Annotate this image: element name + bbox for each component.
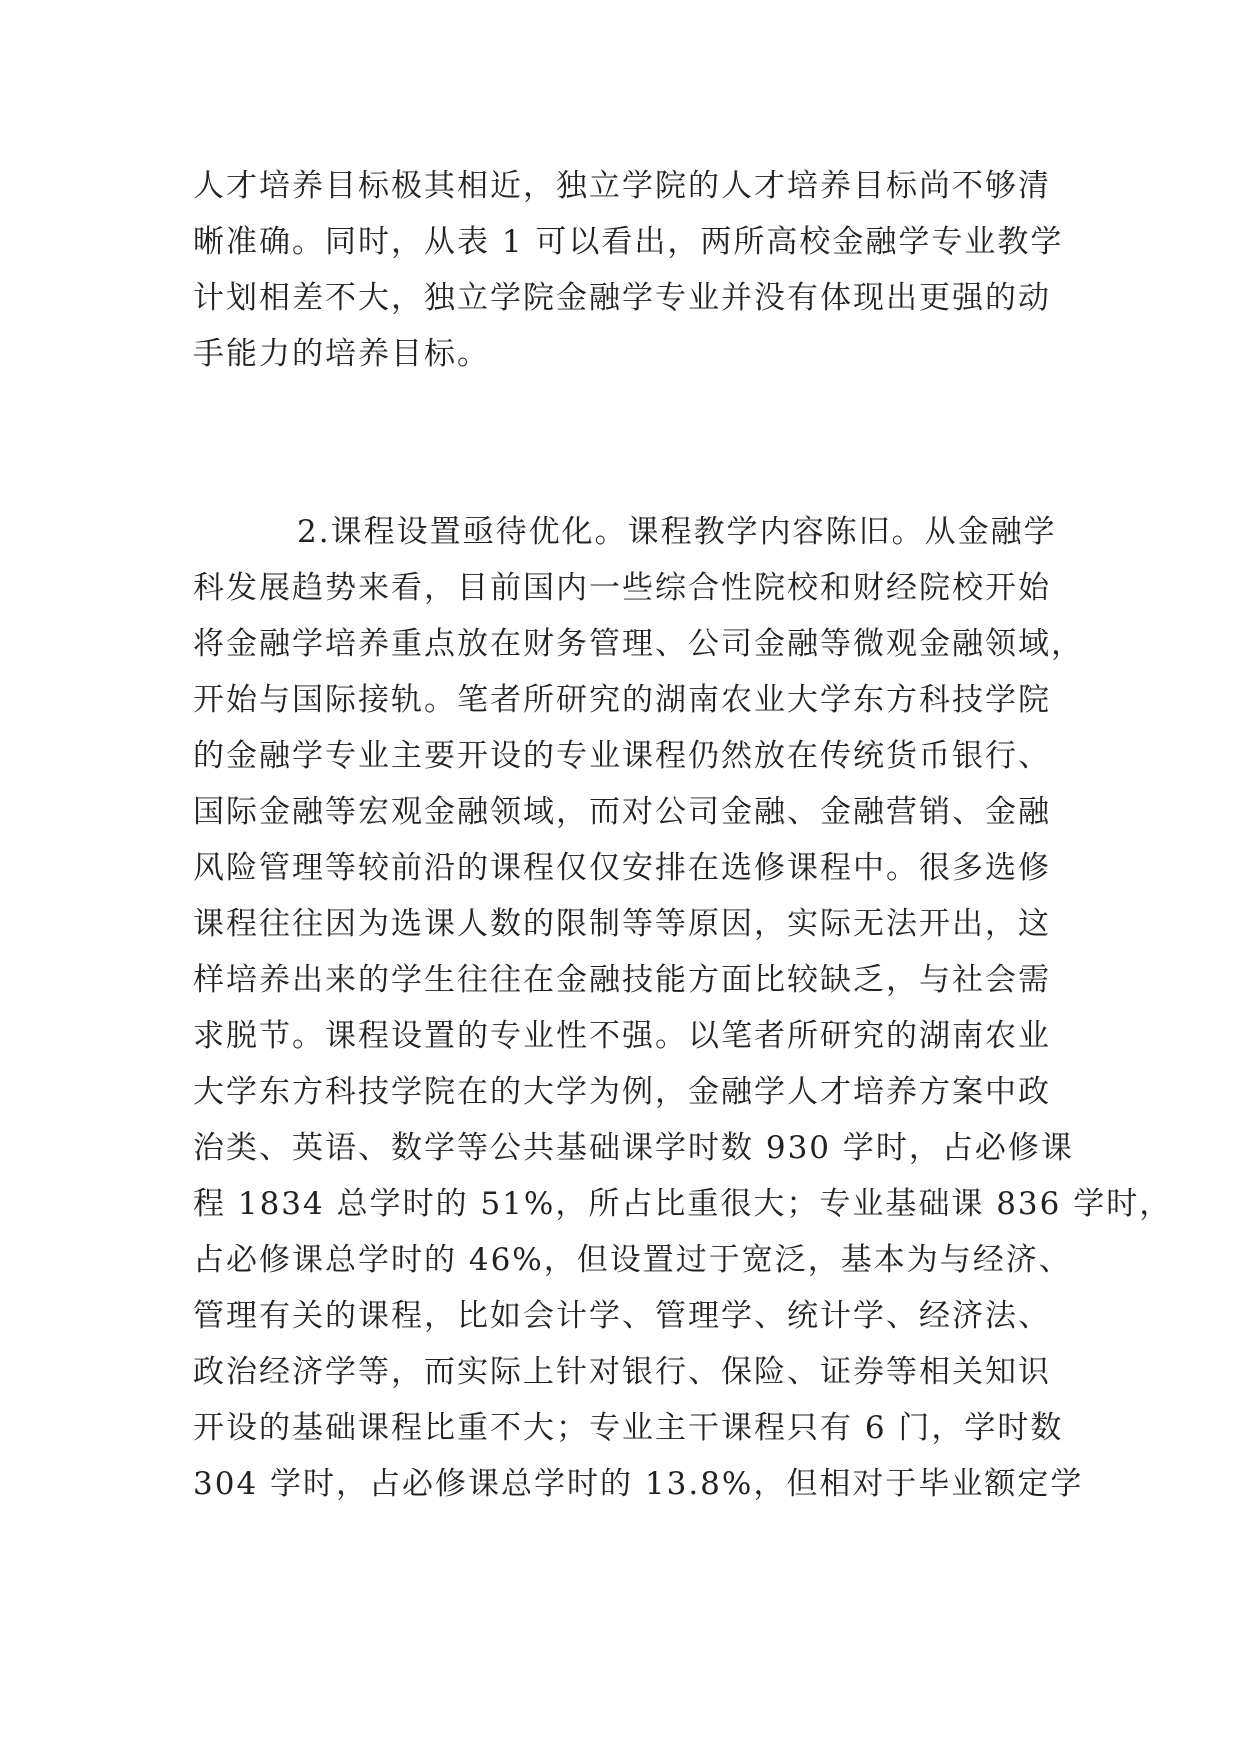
text-line: 手能力的培养目标。 [193,336,490,372]
text-line: 人才培养目标极其相近，独立学院的人才培养目标尚不够清 [193,168,1051,204]
text-line: 风险管理等较前沿的课程仅仅安排在选修课程中。很多选修 [193,850,1051,886]
text-line: 国际金融等宏观金融领域，而对公司金融、金融营销、金融 [193,794,1051,830]
paragraph-curriculum [193,504,1173,1512]
text-line: 求脱节。课程设置的专业性不强。以笔者所研究的湖南农业 [193,1018,1051,1054]
text-line: 占必修课总学时的 46%，但设置过于宽泛，基本为与经济、 [193,1242,1072,1278]
text-line: 将金融学培养重点放在财务管理、公司金融等微观金融领域， [193,626,1084,662]
text-line: 课程往往因为选课人数的限制等等原因，实际无法开出，这 [193,906,1051,942]
text-line: 治类、英语、数学等公共基础课学时数 930 学时，占必修课 [193,1130,1074,1166]
text-line: 样培养出来的学生往往在金融技能方面比较缺乏，与社会需 [193,962,1051,998]
text-line: 304 学时，占必修课总学时的 13.8%，但相对于毕业额定学 [193,1466,1084,1502]
text-line: 2.课程设置亟待优化。课程教学内容陈旧。从金融学 [297,514,1057,550]
text-line: 大学东方科技学院在的大学为例，金融学人才培养方案中政 [193,1074,1051,1110]
text-line: 的金融学专业主要开设的专业课程仍然放在传统货币银行、 [193,738,1051,774]
paragraph-training-goals [193,158,1063,382]
text-line: 计划相差不大，独立学院金融学专业并没有体现出更强的动 [193,280,1051,316]
text-line: 管理有关的课程，比如会计学、管理学、统计学、经济法、 [193,1298,1051,1334]
text-line: 开始与国际接轨。笔者所研究的湖南农业大学东方科技学院 [193,682,1051,718]
text-line: 晰准确。同时，从表 1 可以看出，两所高校金融学专业教学 [193,224,1064,260]
text-line: 政治经济学等，而实际上针对银行、保险、证券等相关知识 [193,1354,1051,1390]
text-line: 开设的基础课程比重不大；专业主干课程只有 6 门，学时数 [193,1410,1064,1446]
text-line: 科发展趋势来看，目前国内一些综合性院校和财经院校开始 [193,570,1051,606]
text-line: 程 1834 总学时的 51%，所占比重很大；专业基础课 836 学时， [193,1186,1173,1222]
